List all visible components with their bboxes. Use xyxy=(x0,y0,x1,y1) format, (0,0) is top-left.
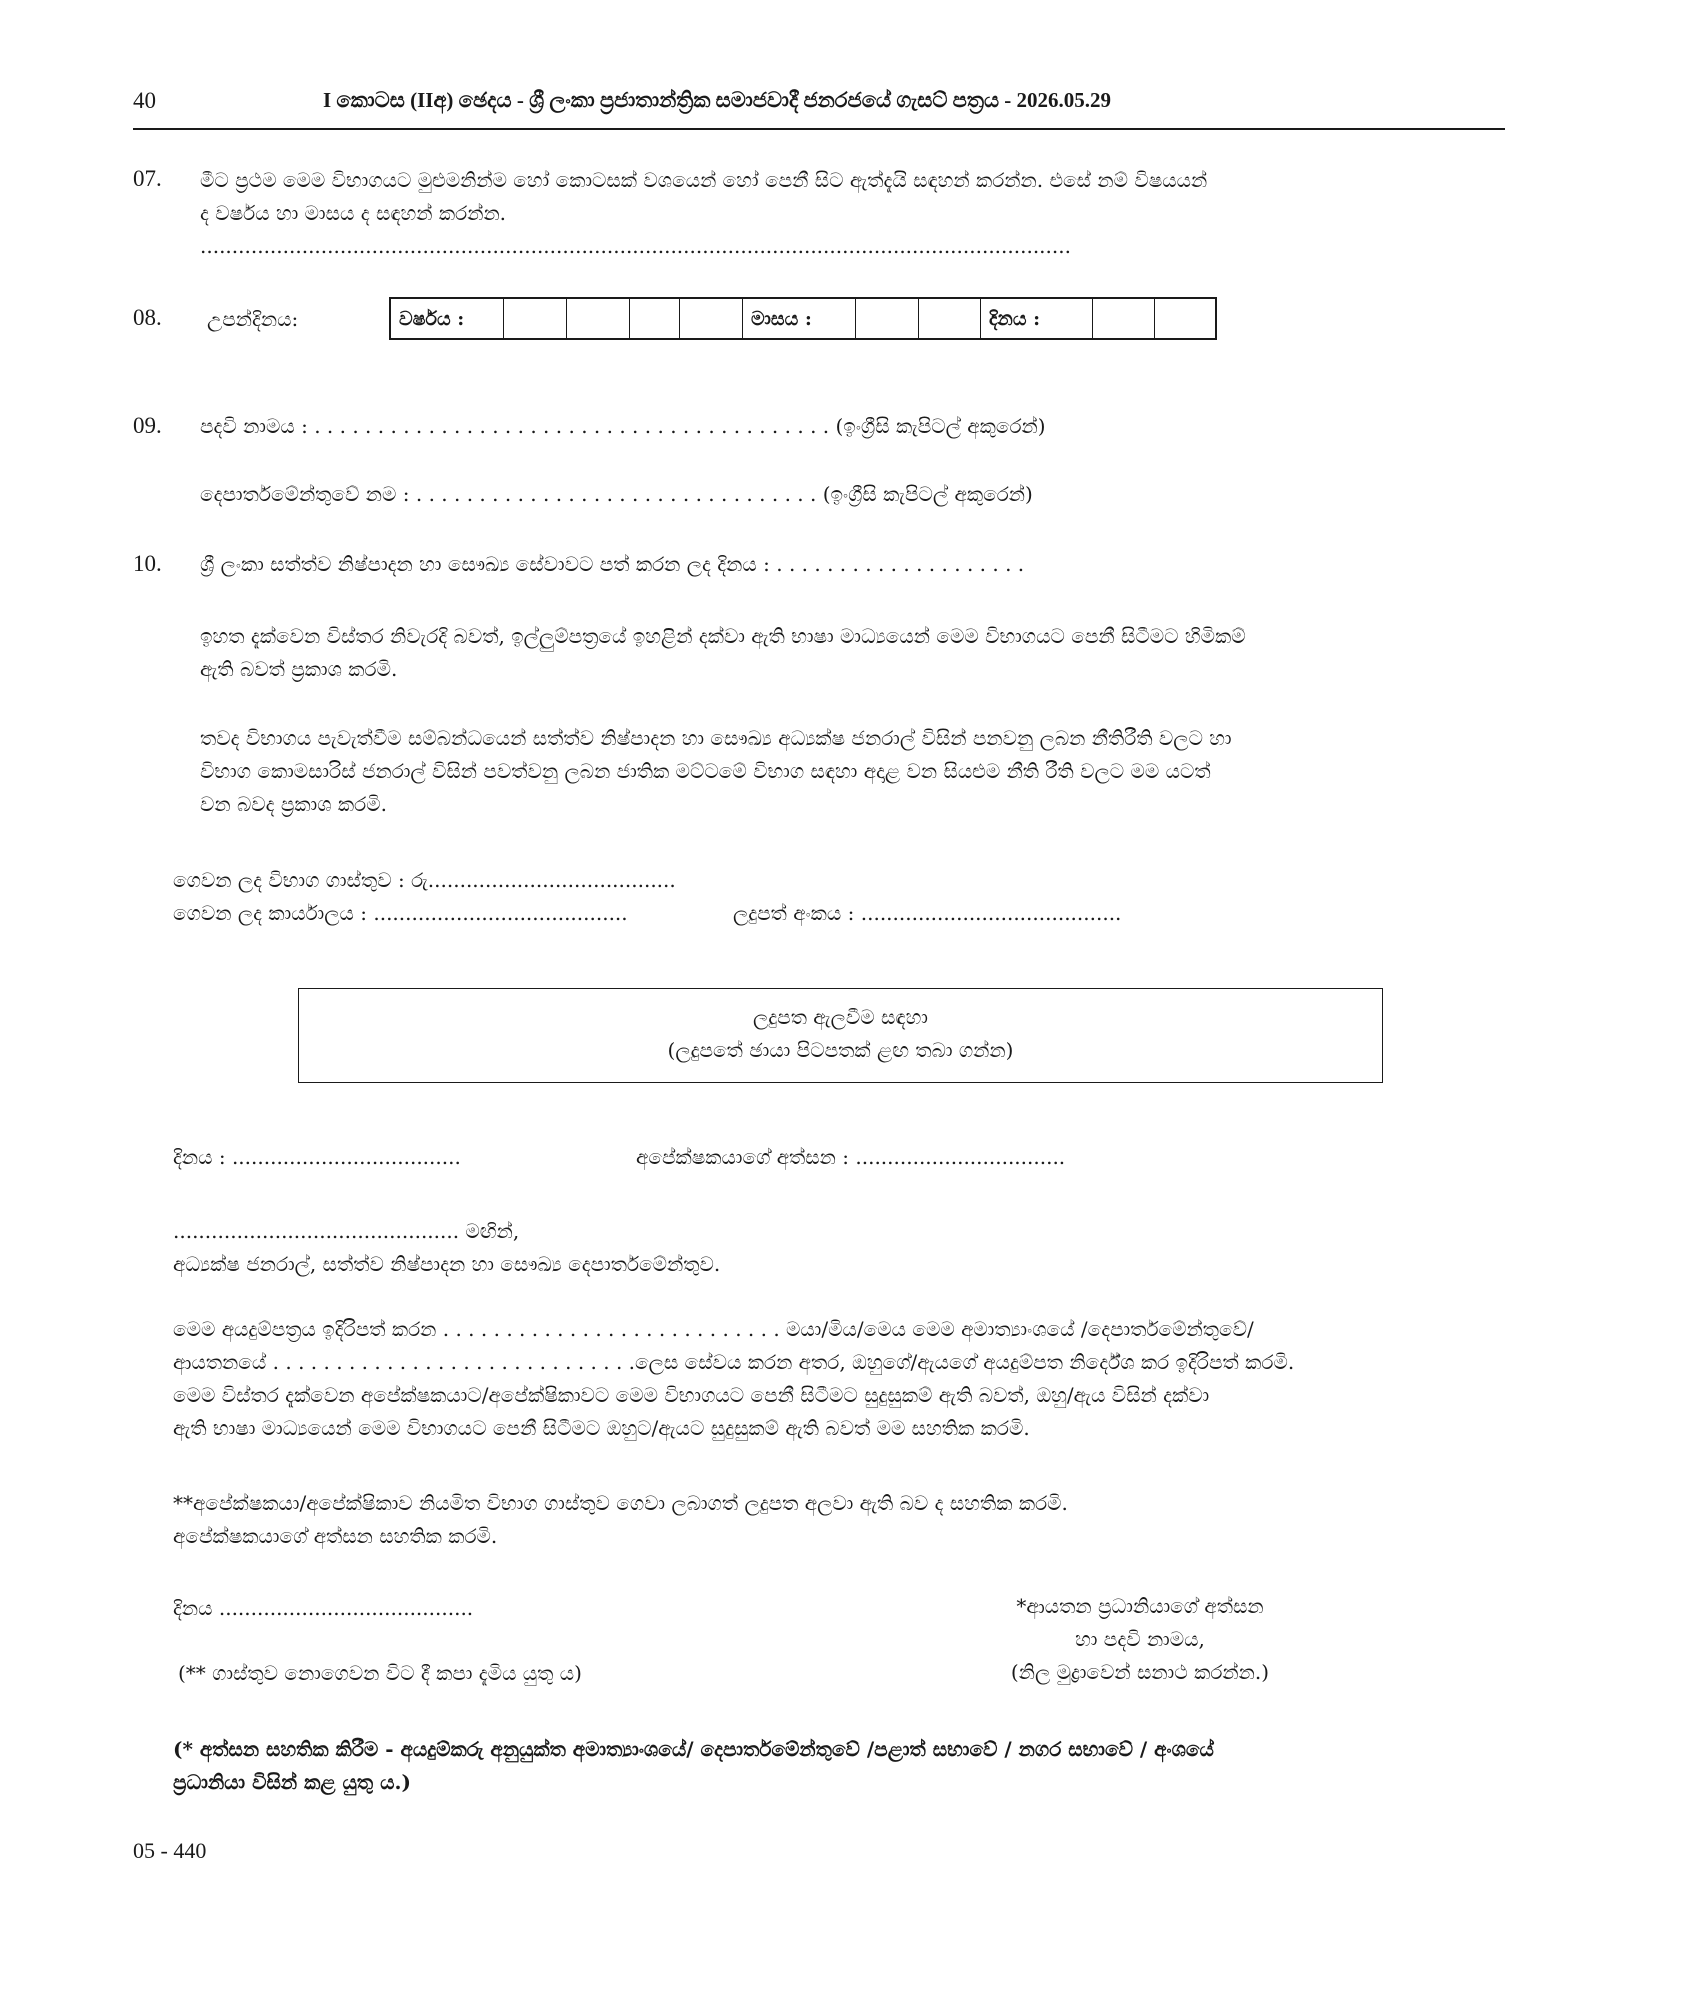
certification-line1: මෙම අයදුම්පත්‍රය ඉදිරිපත් කරන . . . . . . . . . . . . . . . . . . . . . . . . . . . මයා/මිය/මෙය මෙම අමාත්‍යාංශයේ /දෙපාර්තමේන්තුවේ/ xyxy=(173,1317,1254,1341)
declaration-1-line1: ඉහත දැක්වෙන විස්තර නිවැරදි බවත්, ඉල්ලුම්පත්‍රයේ ඉහළින් දක්වා ඇති භාෂා මාධ්‍යයෙන් මෙම විභාගයට පෙනී සිටීමට හිමිකම් xyxy=(200,624,1246,648)
year-digit-box[interactable] xyxy=(680,299,743,338)
year-label-cell xyxy=(391,299,504,338)
signature-footnote xyxy=(173,1733,1214,1799)
applicant-date-line: දිනය : .................................... xyxy=(173,1145,461,1169)
year-label: වර්ෂය : xyxy=(399,307,465,330)
receipt-box-title: ලදුපත ඇලවීම සඳහා xyxy=(753,1005,928,1029)
applicant-signature-line: අපේක්ෂකයාගේ අත්සන : ................................. xyxy=(636,1145,1066,1169)
year-digit-box[interactable] xyxy=(567,299,630,338)
head-date-line: දිනය ........................................ xyxy=(173,1596,474,1620)
director-general-line: අධ්‍යක්ෂ ජනරාල්, සත්ත්ව නිෂ්පාදන හා සෞඛ්‍ය දෙපාර්තමේන්තුව. xyxy=(173,1252,721,1276)
declaration-1 xyxy=(200,620,1246,686)
declaration-2-line3: වන බවද ප්‍රකාශ කරමි. xyxy=(200,792,387,816)
declaration-1-line2: ඇති බවත් ප්‍රකාශ කරමි. xyxy=(200,657,398,681)
exam-fee-line: ගෙවන ලද විභාග ගාස්තුව : රු....................................... xyxy=(173,868,676,892)
receipt-number-line: ලදුපත් අංකය : ......................................... xyxy=(733,901,1122,925)
gazette-title: I කොටස (IIඅ) ඡෙදය - ශ්‍රී ලංකා ප්‍රජාතාන්ත්‍රික සමාජවාදී ජනරජයේ ගැසට් පත්‍රය - 2026.05.29 xyxy=(323,88,1112,112)
month-digit-box[interactable] xyxy=(856,299,919,338)
head-signature-line1: *ආයතන ප්‍රධානියාගේ අත්සන xyxy=(1016,1594,1264,1618)
fee-certification xyxy=(173,1487,1068,1553)
year-digit-box[interactable] xyxy=(630,299,680,338)
appointment-date-line: ශ්‍රී ලංකා සත්ත්ව නිෂ්පාදන හා සෞඛ්‍ය සේවාවට පත් කරන ලද දිනය : . . . . . . . . . . . . . . . . . . . . xyxy=(200,552,1025,576)
day-digit-box[interactable] xyxy=(1155,299,1215,338)
item-number-10: 10. xyxy=(133,551,162,576)
month-digit-box[interactable] xyxy=(919,299,981,338)
item-number-09: 09. xyxy=(133,413,162,438)
footnote-line2: ප්‍රධානියා විසින් කළ යුතු ය.) xyxy=(173,1770,411,1794)
birthdate-label: උපන්දිනය: xyxy=(207,307,299,331)
fee-cut-note: (** ගාස්තුව නොගෙවන විට දී කපා දැමිය යුතු ය) xyxy=(178,1661,582,1685)
declaration-2 xyxy=(200,722,1232,821)
item-number-08: 08. xyxy=(133,305,162,330)
fee-certification-line1: **අපේක්ෂකයා/අපේක්ෂිකාව නියමිත විභාග ගාස්තුව ගෙවා ලබාගත් ලදුපත අලවා ඇති බව ද සහතික කරමි. xyxy=(173,1491,1068,1515)
day-label-cell xyxy=(981,299,1093,338)
certification-line4: ඇති භාෂා මාධ්‍යයෙන් මෙම විභාගයට පෙනී සිටීමට ඔහුට/ඇයට සුදුසුකම් ඇති බවත් මම සහතික කරමි. xyxy=(173,1416,1030,1440)
page-header xyxy=(133,84,1505,130)
receipt-paste-box xyxy=(298,988,1383,1083)
head-signature-block xyxy=(940,1590,1340,1689)
month-label: මාසය : xyxy=(751,307,812,330)
certification-line3: මෙම විස්තර දැක්වෙන අපේක්ෂකයාට/අපේක්ෂිකාවට මෙම විභාගයට පෙනී සිටීමට සුදුසුකම් ඇති බවත්, ඔහු/ඇය විසින් දක්වා xyxy=(173,1383,1210,1407)
day-label: දිනය : xyxy=(989,307,1041,330)
receipt-box-note: (ලදුපතේ ඡායා පිටපතක් ළඟ තබා ගන්න) xyxy=(667,1038,1014,1062)
declaration-2-line1: තවද විභාගය පැවැත්වීම සම්බන්ධයෙන් සත්ත්ව නිෂ්පාදන හා සෞඛ්‍ය අධ්‍යක්ෂ ජනරාල් විසින් පනවනු ලබන නීතිරීති වලට හා xyxy=(200,726,1232,750)
head-certification xyxy=(173,1313,1294,1445)
designation-line: පදවි නාමය : . . . . . . . . . . . . . . . . . . . . . . . . . . . . . . . . . . . . . . . . . (ඉංග්‍රීසි කැපිටල් අකුරෙන්) xyxy=(200,414,1046,438)
day-digit-box[interactable] xyxy=(1093,299,1155,338)
item-07-line2: ද වර්ෂය හා මාසය ද සඳහන් කරන්න. xyxy=(200,201,507,225)
item-number-07: 07. xyxy=(133,166,162,191)
head-signature-line2: හා පදවි නාමය, xyxy=(1075,1627,1205,1651)
year-digit-box[interactable] xyxy=(504,299,567,338)
birthdate-grid xyxy=(389,297,1217,340)
item-07-text xyxy=(200,164,1207,263)
item-07-answer-line: ......................................................................................................................................... xyxy=(200,234,1071,258)
declaration-2-line2: විභාග කොමසාරිස් ජනරාල් විසින් පවත්වනු ලබන ජාතික මට්ටමේ විභාග සඳහා අදාළ වන සියළුම නීති රීති වලට මම යටත් xyxy=(200,759,1211,783)
footnote-line1: (* අත්සන සහතික කිරීම - අයදුම්කරු අනුයුක්ත අමාත්‍යාංශයේ/ දෙපාර්තමේන්තුවේ /පළාත් සභාවේ / නගර සභාවේ / අංශයේ xyxy=(173,1737,1214,1761)
certification-line2: ආයතනයේ . . . . . . . . . . . . . . . . . . . . . . . . . . . . .ලෙස සේවය කරන අතර, ඔහුගේ/ඇයගේ අයදුම්පත නිර්දේශ කර ඉදිරිපත් කරමි. xyxy=(173,1350,1295,1374)
paid-office-line: ගෙවන ලද කාර්යාලය : ........................................ xyxy=(173,901,628,925)
month-label-cell xyxy=(743,299,856,338)
via-line: ............................................. මඟින්, xyxy=(173,1219,520,1243)
department-line: දෙපාර්තමේන්තුවේ නම : . . . . . . . . . . . . . . . . . . . . . . . . . . . . . . . . (ඉංග්‍රීසි කැපිටල් අකුරෙන්) xyxy=(200,482,1033,506)
item-07-line1: මීට ප්‍රථම මෙම විභාගයට මුළුමනින්ම හෝ කොටසක් වශයෙන් හෝ පෙනී සිට ඇත්දැයි සඳහන් කරන්න. එසේ නම් විෂයයන් xyxy=(200,168,1208,192)
official-seal-note: (නිල මුද්‍රාවෙන් සනාථ කරන්න.) xyxy=(1010,1660,1270,1684)
fee-certification-line2: අපේක්ෂකයාගේ අත්සන සහතික කරමි. xyxy=(173,1524,498,1548)
page-number: 40 xyxy=(133,88,156,113)
document-code: 05 - 440 xyxy=(133,1838,207,1863)
